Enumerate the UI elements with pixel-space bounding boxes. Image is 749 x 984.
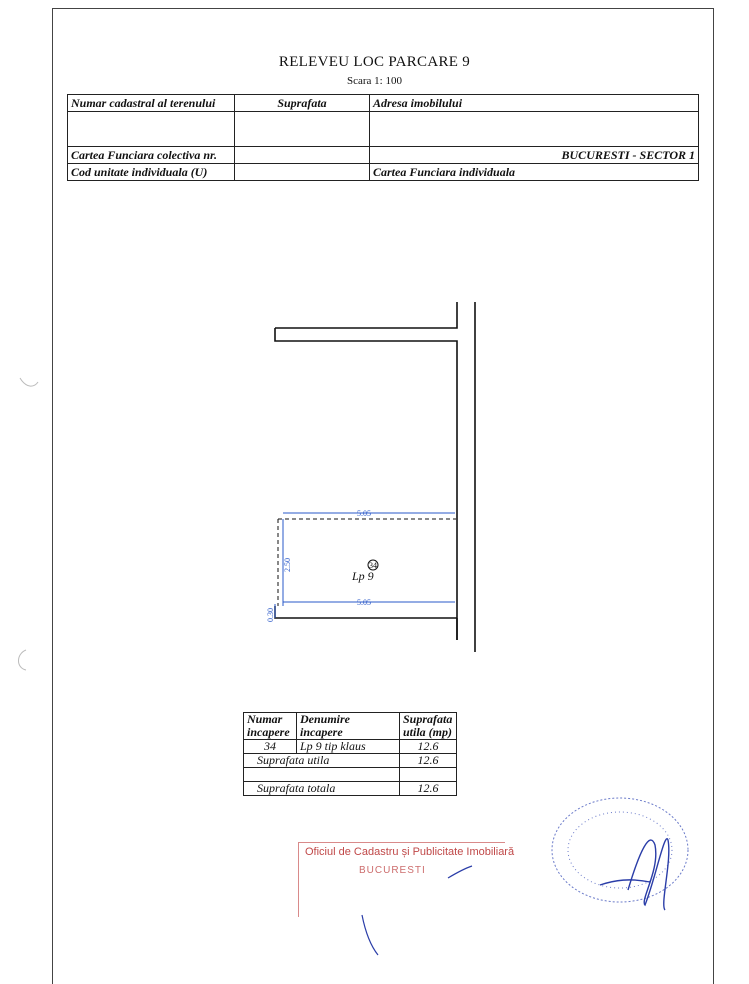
- area-header: Suprafata: [235, 95, 370, 112]
- useful-area-row: [244, 754, 457, 768]
- cadastral-number-header: Numar cadastral al terenului: [68, 95, 235, 112]
- hdr-name-line1: Denumire: [300, 712, 351, 726]
- stamp-city: BUCURESTI: [359, 865, 426, 876]
- hdr-area: [400, 713, 457, 740]
- empty-value: [400, 768, 457, 782]
- city-sector: BUCURESTI - SECTOR 1: [370, 147, 699, 164]
- hdr-name: [297, 713, 400, 740]
- hdr-number-line1: Numar: [247, 712, 283, 726]
- round-seal: [552, 798, 688, 902]
- document-title: RELEVEU LOC PARCARE 9: [278, 54, 471, 70]
- useful-area-label: Suprafata utila: [244, 754, 400, 768]
- cf-individual-label: Cartea Funciara individuala: [370, 164, 699, 181]
- room-label: Lp 9: [352, 569, 374, 583]
- total-area-value: 12.6: [400, 782, 457, 796]
- dim-width-bottom: 5.05: [357, 598, 371, 607]
- room-number: 34: [369, 561, 377, 570]
- hdr-name-line2: incapere: [300, 725, 343, 739]
- dim-wall: 0.30: [266, 608, 275, 622]
- stamp-office: Oficiul de Cadastru și Publicitate Imobiliară: [305, 846, 515, 858]
- parking-outline: [278, 519, 456, 606]
- cadastre-stamp: [298, 842, 515, 917]
- hdr-number: [244, 713, 297, 740]
- wall-upper: [275, 302, 457, 640]
- dim-width-top: 5.05: [357, 509, 371, 518]
- unit-code-label: Cod unitate individuala (U): [68, 164, 235, 181]
- empty-cell: [244, 768, 400, 782]
- room-area-cell: 12.6: [400, 740, 457, 754]
- hdr-number-line2: incapere: [247, 725, 290, 739]
- rooms-table: [243, 712, 457, 796]
- punch-marks: [19, 378, 39, 670]
- cf-collective-label: Cartea Funciara colectiva nr.: [68, 147, 235, 164]
- dim-depth: 2.50: [283, 558, 292, 572]
- table-row: [244, 740, 457, 754]
- room-name-cell: Lp 9 tip klaus: [297, 740, 400, 754]
- useful-area-value: 12.6: [400, 754, 457, 768]
- scale-label: Scara 1: 100: [347, 75, 402, 87]
- wall-lower: [275, 606, 457, 618]
- signature-mark: [600, 839, 669, 910]
- total-area-label: Suprafata totala: [244, 782, 400, 796]
- address-header: Adresa imobilului: [370, 95, 699, 112]
- empty-row: [244, 768, 457, 782]
- room-number-cell: 34: [244, 740, 297, 754]
- hdr-area-line1: Suprafata: [403, 712, 453, 726]
- total-area-row: [244, 782, 457, 796]
- hdr-area-line2: utila (mp): [403, 725, 453, 739]
